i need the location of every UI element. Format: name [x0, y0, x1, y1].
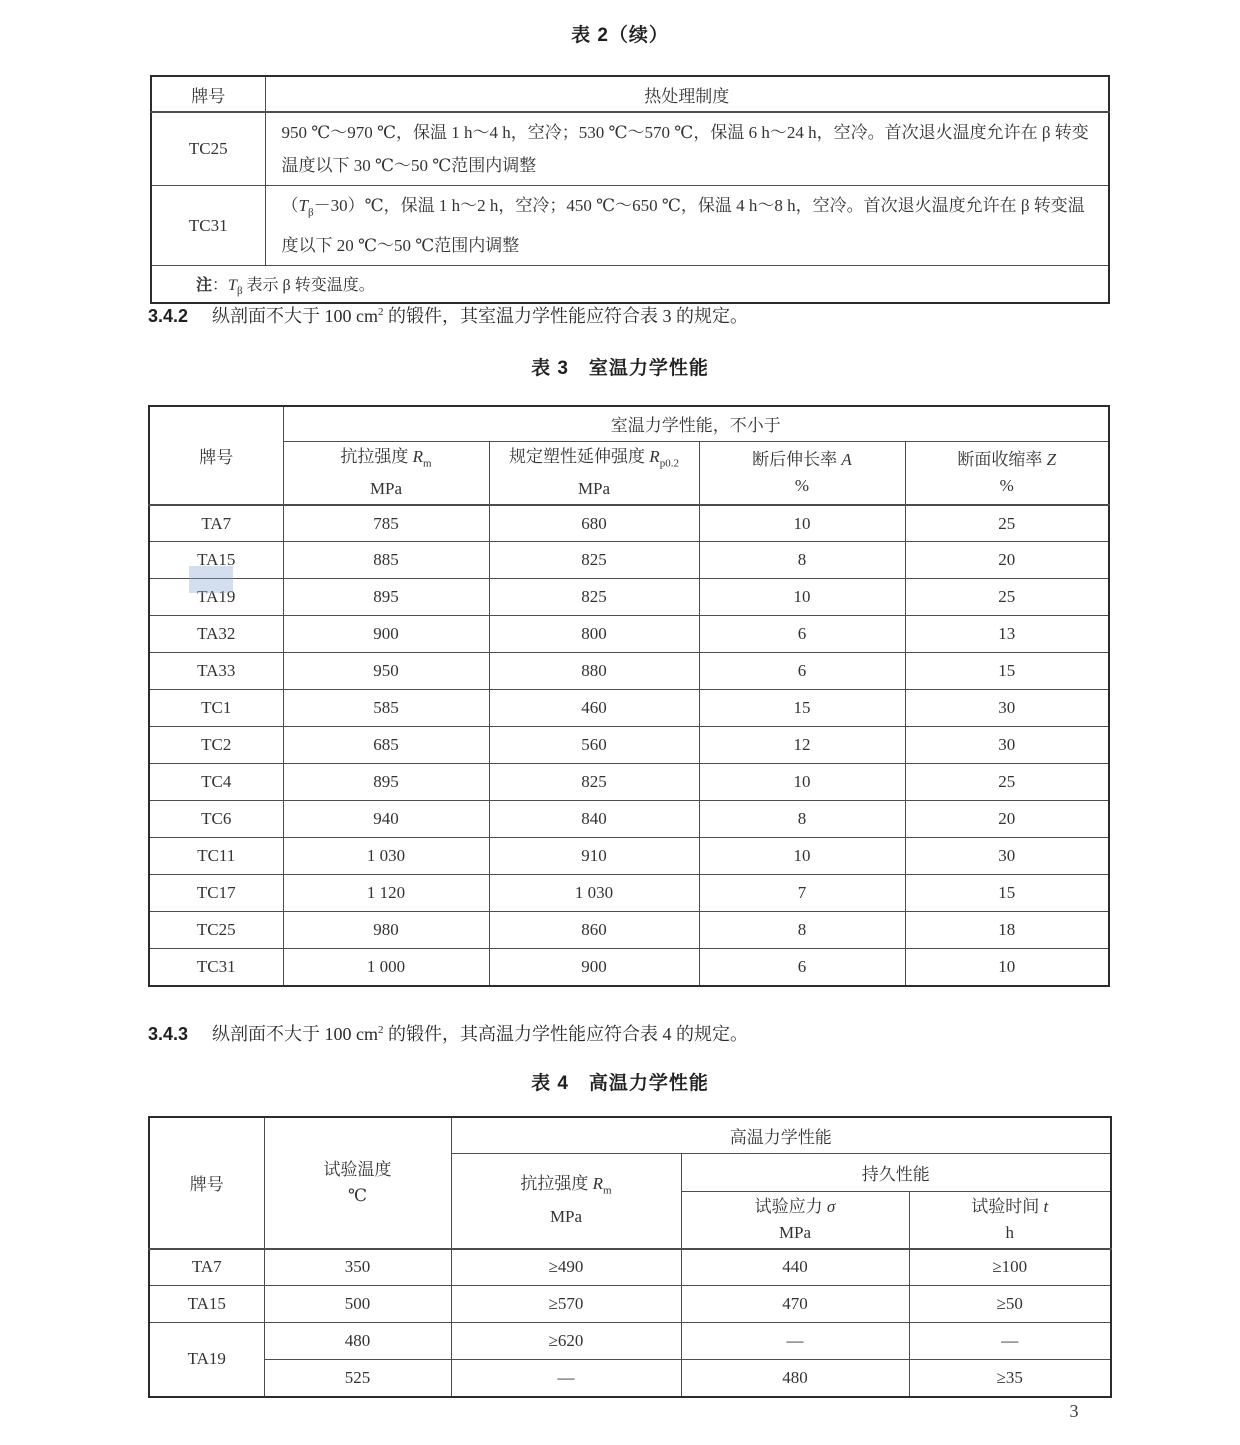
- table-cell: 940: [283, 801, 489, 838]
- grade-cell: TC31: [149, 949, 283, 986]
- grade-cell: TC31: [151, 186, 265, 266]
- table-cell: —: [909, 1323, 1111, 1360]
- table-cell: 525: [264, 1360, 451, 1397]
- table4-caption: 表 4 高温力学性能: [531, 1073, 709, 1094]
- table-cell: —: [681, 1323, 909, 1360]
- grade-cell: TA15: [149, 542, 283, 579]
- regime-text: －30）℃，保温 1 h～2 h，空冷；450 ℃～650 ℃，保温 4 h～8 h，空冷。首次退火温度允许在 β 转变温度以下 20 ℃～50 ℃范围内调整: [281, 196, 1085, 256]
- table-note-row: [151, 266, 1109, 303]
- table-cell: ≥50: [909, 1286, 1111, 1323]
- table-cell: 30: [905, 838, 1109, 875]
- grade-cell: TA19: [149, 1323, 264, 1397]
- table-cell: ≥100: [909, 1249, 1111, 1286]
- table-cell: 1 030: [489, 875, 699, 912]
- table4-stress-header: [681, 1191, 909, 1249]
- table4-grade-header: 牌号: [149, 1117, 264, 1249]
- table-cell: 20: [905, 542, 1109, 579]
- table4-time-header: [909, 1191, 1111, 1249]
- column-title: 试验时间 t: [971, 1196, 1049, 1216]
- table-cell: 13: [905, 616, 1109, 653]
- column-title: 试验应力 σ: [754, 1196, 836, 1216]
- column-unit: h: [1005, 1222, 1014, 1242]
- table-cell: 480: [681, 1360, 909, 1397]
- table-cell: 10: [699, 764, 905, 801]
- table-row: [149, 653, 1109, 690]
- grade-cell: TA32: [149, 616, 283, 653]
- table-row: [149, 579, 1109, 616]
- column-title: 试验温度: [323, 1159, 392, 1179]
- table-cell: 470: [681, 1286, 909, 1323]
- column-unit: %: [794, 475, 810, 495]
- clause-text: 的锻件，其室温力学性能应符合表 3 的规定。: [383, 306, 749, 326]
- grade-cell: TA33: [149, 653, 283, 690]
- grade-cell: TC25: [149, 912, 283, 949]
- table-cell: 860: [489, 912, 699, 949]
- table-cell: 950: [283, 653, 489, 690]
- clause-number: 3.4.2: [148, 306, 189, 326]
- table-row: [149, 505, 1109, 542]
- regime-cell: 950 ℃～970 ℃，保温 1 h～4 h，空冷；530 ℃～570 ℃，保温 6 h～24 h，空冷。首次退火温度允许在 β 转变温度以下 30 ℃～50 ℃范围内调整: [265, 112, 1109, 186]
- table4-endurance-header: 持久性能: [681, 1153, 1111, 1191]
- grade-cell: TC2: [149, 727, 283, 764]
- grade-cell: TC25: [151, 112, 265, 186]
- table-cell: 980: [283, 912, 489, 949]
- table2-note: [151, 266, 1109, 303]
- table-cell: 10: [699, 838, 905, 875]
- rp02-symbol: R: [649, 446, 660, 466]
- table-cell: 6: [699, 949, 905, 986]
- table-row: [151, 112, 1109, 186]
- column-unit: ℃: [347, 1185, 368, 1205]
- page-number: 3: [1069, 1401, 1079, 1421]
- t-beta-subscript: β: [236, 284, 243, 297]
- table-cell: 560: [489, 727, 699, 764]
- table-cell: 10: [699, 579, 905, 616]
- table-cell: 500: [264, 1286, 451, 1323]
- table2-heat-treatment: [150, 75, 1110, 304]
- table-cell: 895: [283, 579, 489, 616]
- table-cell: 825: [489, 579, 699, 616]
- table-cell: 1 030: [283, 838, 489, 875]
- table-row: [149, 1360, 1111, 1397]
- column-title: 规定塑性延伸强度 $R_{p0.2}$: [509, 446, 679, 469]
- clause-3-4-3: [148, 1020, 1138, 1046]
- table-cell: 910: [489, 838, 699, 875]
- table-cell: 1 000: [283, 949, 489, 986]
- table-cell: 15: [699, 690, 905, 727]
- regime-cell: [265, 186, 1109, 266]
- table-cell: 840: [489, 801, 699, 838]
- table-cell: ≥490: [451, 1249, 681, 1286]
- grade-cell: TC6: [149, 801, 283, 838]
- table-cell: 480: [264, 1323, 451, 1360]
- table2-regime-header: 热处理制度: [265, 76, 1109, 112]
- grade-cell: TC11: [149, 838, 283, 875]
- table2-caption: 表 2（续）: [571, 25, 669, 46]
- table-cell: 350: [264, 1249, 451, 1286]
- table-cell: 8: [699, 912, 905, 949]
- clause-text: 的锻件，其高温力学性能应符合表 4 的规定。: [383, 1024, 749, 1044]
- note-colon: ：: [212, 276, 229, 294]
- table-cell: 785: [283, 505, 489, 542]
- table-row: [149, 764, 1109, 801]
- superscript: 2: [378, 1024, 384, 1036]
- table-cell: 8: [699, 801, 905, 838]
- table-cell: 25: [905, 505, 1109, 542]
- table3-grade-header: 牌号: [149, 406, 283, 505]
- grade-cell: TC4: [149, 764, 283, 801]
- table-row: [149, 727, 1109, 764]
- table-header-row: [151, 76, 1109, 112]
- table-cell: 895: [283, 764, 489, 801]
- table4-high-temp-properties: [148, 1116, 1112, 1398]
- grade-cell: TA19: [149, 579, 283, 616]
- column-unit: MPa: [549, 1206, 583, 1226]
- column-title: 抗拉强度 $R_m$: [340, 446, 432, 469]
- table-cell: 15: [905, 875, 1109, 912]
- table-cell: 800: [489, 616, 699, 653]
- table-cell: ≥620: [451, 1323, 681, 1360]
- table-cell: ≥570: [451, 1286, 681, 1323]
- table-header-row: [149, 1117, 1111, 1153]
- clause-number: 3.4.3: [148, 1024, 189, 1044]
- table-cell: 440: [681, 1249, 909, 1286]
- table-cell: 885: [283, 542, 489, 579]
- column-unit: MPa: [577, 478, 611, 498]
- t-symbol: t: [1043, 1196, 1049, 1216]
- table3-col4-header: [905, 441, 1109, 505]
- column-unit: %: [999, 475, 1014, 495]
- table-header-row: [149, 441, 1109, 505]
- table-cell: 12: [699, 727, 905, 764]
- table-cell: 7: [699, 875, 905, 912]
- table-cell: 680: [489, 505, 699, 542]
- table-row: [149, 801, 1109, 838]
- table4-span-header: 高温力学性能: [451, 1117, 1111, 1153]
- t-beta-symbol: T: [228, 276, 237, 294]
- grade-cell: TA7: [149, 505, 283, 542]
- z-symbol: Z: [1046, 449, 1057, 469]
- table-cell: 1 120: [283, 875, 489, 912]
- sigma-symbol: σ: [826, 1196, 836, 1216]
- clause-text: 纵剖面不大于 100 cm: [212, 306, 379, 326]
- table-row: [149, 1286, 1111, 1323]
- table-row: [149, 690, 1109, 727]
- note-label: 注: [196, 276, 213, 294]
- table-cell: 25: [905, 579, 1109, 616]
- table-cell: 685: [283, 727, 489, 764]
- table-cell: 880: [489, 653, 699, 690]
- grade-cell: TA7: [149, 1249, 264, 1286]
- table-row: [149, 912, 1109, 949]
- table-cell: 6: [699, 653, 905, 690]
- table-cell: —: [451, 1360, 681, 1397]
- table3-col3-header: [699, 441, 905, 505]
- clause-3-4-2: [148, 302, 1138, 328]
- table-header-row: [149, 406, 1109, 441]
- table3-col2-header: [489, 441, 699, 505]
- table-cell: 30: [905, 690, 1109, 727]
- grade-cell: TA15: [149, 1286, 264, 1323]
- table-cell: 10: [905, 949, 1109, 986]
- table-cell: 825: [489, 764, 699, 801]
- table-row: [149, 1323, 1111, 1360]
- superscript: 2: [378, 306, 384, 318]
- table-row: [149, 1249, 1111, 1286]
- column-title: 断面收缩率 Z: [957, 449, 1057, 469]
- table4-temp-header: [264, 1117, 451, 1249]
- table-row: [149, 838, 1109, 875]
- table4-rm-header: [451, 1153, 681, 1249]
- table-cell: 10: [699, 505, 905, 542]
- table3-col1-header: [283, 441, 489, 505]
- table-cell: ≥35: [909, 1360, 1111, 1397]
- table-cell: 18: [905, 912, 1109, 949]
- note-text: 表示 β 转变温度。: [242, 276, 375, 294]
- t-beta-subscript: β: [307, 206, 314, 219]
- table-cell: 8: [699, 542, 905, 579]
- table-cell: 900: [489, 949, 699, 986]
- regime-text: （: [281, 196, 299, 215]
- t-beta-symbol: T: [298, 196, 308, 215]
- column-unit: MPa: [369, 478, 403, 498]
- table-row: [149, 542, 1109, 579]
- table-cell: 825: [489, 542, 699, 579]
- table2-grade-header: 牌号: [151, 76, 265, 112]
- table-cell: 20: [905, 801, 1109, 838]
- table-row: [149, 949, 1109, 986]
- table-cell: 585: [283, 690, 489, 727]
- table-row: [149, 875, 1109, 912]
- table-cell: 900: [283, 616, 489, 653]
- clause-text: 纵剖面不大于 100 cm: [212, 1024, 379, 1044]
- rm-symbol: R: [412, 446, 424, 466]
- column-title: 断后伸长率 A: [752, 449, 852, 469]
- a-symbol: A: [841, 449, 852, 469]
- table3-caption: 表 3 室温力学性能: [531, 358, 709, 379]
- rm-symbol: R: [592, 1174, 604, 1194]
- column-title: 抗拉强度 $R_m$: [520, 1174, 612, 1197]
- column-unit: MPa: [778, 1222, 812, 1242]
- table3-span-header: 室温力学性能，不小于: [283, 406, 1109, 441]
- table3-room-temp-properties: [148, 405, 1110, 987]
- table-cell: 6: [699, 616, 905, 653]
- table-cell: 460: [489, 690, 699, 727]
- grade-cell: TC17: [149, 875, 283, 912]
- table-cell: 25: [905, 764, 1109, 801]
- table-row: [149, 616, 1109, 653]
- table-cell: 15: [905, 653, 1109, 690]
- grade-cell: TC1: [149, 690, 283, 727]
- table-cell: 30: [905, 727, 1109, 764]
- table-row: [151, 186, 1109, 266]
